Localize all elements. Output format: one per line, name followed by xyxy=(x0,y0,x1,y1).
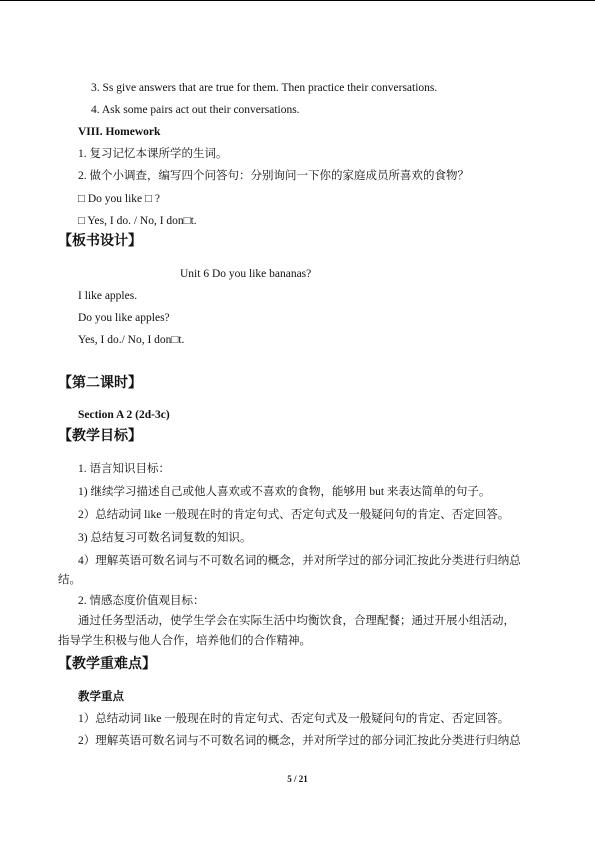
objective-1: 1. 语言知识目标： xyxy=(78,463,170,475)
objective-1-item-2: 2）总结动词 like 一般现在时的肯定句式、否定句式及一般疑问句的肯定、否定回答。 xyxy=(78,509,510,521)
section-heading-second-lesson: 【第二课时】 xyxy=(58,376,142,391)
homework-question: □ Do you like □ ? xyxy=(78,193,160,205)
board-title: Unit 6 Do you like bananas? xyxy=(180,268,312,280)
step-4: 4. Ask some pairs act out their conversations. xyxy=(91,104,300,116)
key-point-2: 2）理解英语可数名词与不可数名词的概念，并对所学过的部分词汇按此分类进行归纳总 xyxy=(78,735,521,747)
section-heading-objectives: 【教学目标】 xyxy=(58,429,142,444)
objective-1-item-4: 4）理解英语可数名词与不可数名词的概念，并对所学过的部分词汇按此分类进行归纳总 xyxy=(78,555,521,567)
section-heading-board-design: 【板书设计】 xyxy=(58,234,142,249)
objective-1-item-4-cont: 结。 xyxy=(58,574,81,586)
key-points-subheading: 教学重点 xyxy=(78,691,124,703)
page-top-rule xyxy=(0,0,595,1)
board-line-2: Do you like apples? xyxy=(78,312,170,324)
section-subtitle: Section A 2 (2d-3c) xyxy=(78,409,170,421)
objective-1-item-3: 3) 总结复习可数名词复数的知识。 xyxy=(78,532,252,544)
homework-item-1: 1. 复习记忆本课所学的生词。 xyxy=(78,148,228,160)
homework-heading: VIII. Homework xyxy=(78,126,161,138)
objective-2-text-cont: 指导学生积极与他人合作，培养他们的合作精神。 xyxy=(58,635,311,647)
objective-2: 2. 情感态度价值观目标： xyxy=(78,595,205,607)
homework-item-2: 2. 做个小调查，编写四个问答句：分别询问一下你的家庭成员所喜欢的食物？ xyxy=(78,170,469,182)
key-point-1: 1）总结动词 like 一般现在时的肯定句式、否定句式及一般疑问句的肯定、否定回答。 xyxy=(78,713,510,725)
board-line-3: Yes, I do./ No, I don□t. xyxy=(78,334,185,346)
page-number: 5 / 21 xyxy=(287,774,308,784)
objective-1-item-1: 1) 继续学习描述自己或他人喜欢或不喜欢的食物，能够用 but 来表达简单的句子。 xyxy=(78,486,491,498)
section-heading-key-points: 【教学重难点】 xyxy=(58,657,156,672)
board-line-1: I like apples. xyxy=(78,290,138,302)
homework-answer: □ Yes, I do. / No, I don□t. xyxy=(78,215,197,227)
step-3: 3. Ss give answers that are true for them. Then practice their conversations. xyxy=(91,82,438,94)
objective-2-text: 通过任务型活动，使学生学会在实际生活中均衡饮食，合理配餐；通过开展小组活动， xyxy=(78,615,515,627)
